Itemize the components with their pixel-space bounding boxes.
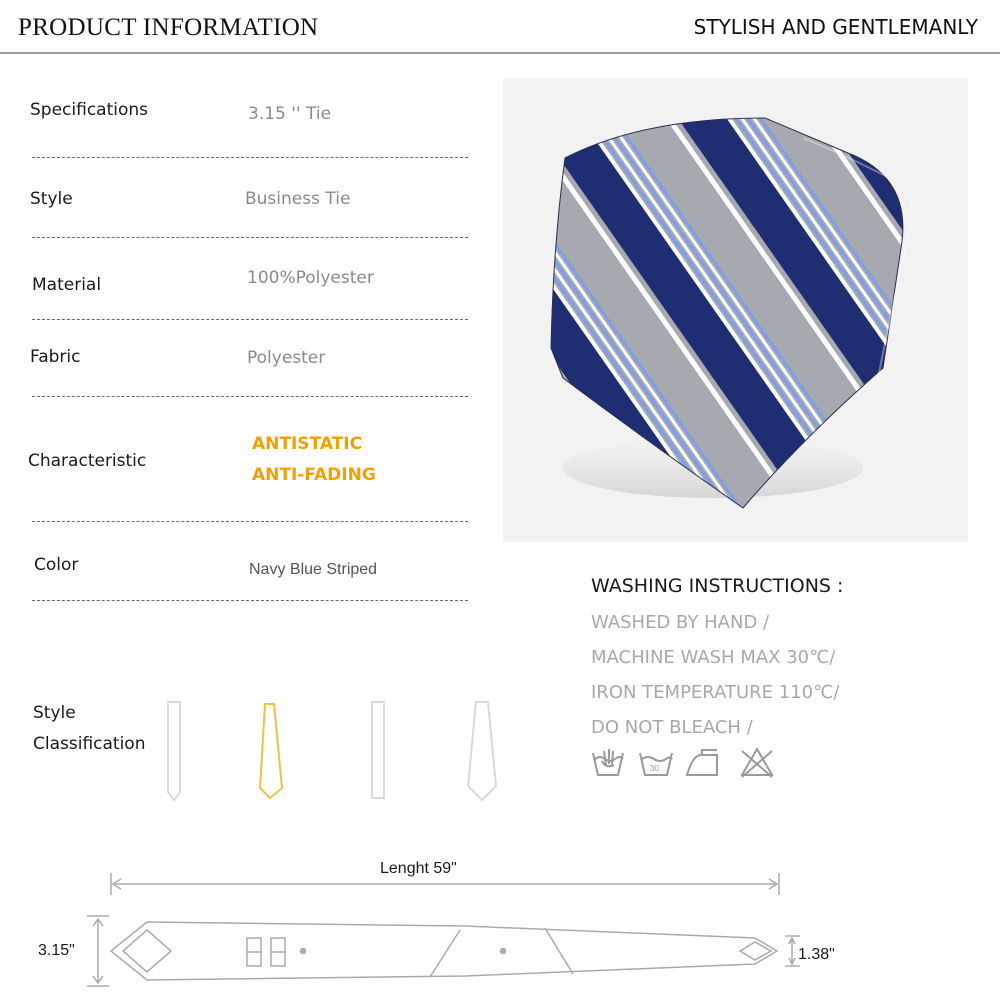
tie-outline-icon (85, 870, 805, 995)
spec-value-material: 100%Polyester (247, 268, 374, 288)
wide-tie-icon (468, 702, 496, 800)
row-divider (32, 521, 468, 522)
characteristic-antistatic: ANTISTATIC (252, 434, 363, 454)
spec-label-fabric: Fabric (30, 347, 81, 367)
spec-label-color: Color (34, 555, 79, 575)
spec-value-color: Navy Blue Striped (249, 561, 378, 578)
row-divider (32, 157, 468, 158)
tie-dimension-diagram (85, 870, 805, 1000)
narrow-tie-icon (260, 704, 282, 798)
wide-end-label: 3.15" (38, 942, 75, 959)
do-not-bleach-icon (742, 749, 772, 777)
spec-value-style: Business Tie (245, 189, 351, 209)
striped-tie-illustration (503, 78, 968, 542)
style-classification-line: Style (33, 703, 76, 723)
spec-label-material: Material (32, 275, 102, 295)
narrow-end-label: 1.38" (798, 946, 835, 963)
spec-label-characteristic: Characteristic (28, 451, 147, 471)
machine-wash-30-icon (640, 753, 672, 775)
care-icons (590, 743, 780, 788)
spec-value-characteristic (252, 429, 376, 491)
iron-icon (687, 750, 717, 775)
spec-value-specifications: 3.15 '' Tie (248, 104, 332, 124)
header-divider (0, 52, 1000, 54)
hand-wash-icon (593, 749, 623, 775)
skinny-tie-icon (168, 702, 180, 800)
style-classification-line: Classification (33, 734, 146, 754)
washing-line-machine: MACHINE WASH MAX 30℃/ (591, 647, 836, 668)
spec-value-fabric: Polyester (247, 348, 326, 368)
tie-style-options (160, 696, 520, 811)
length-label: Lenght 59" (380, 860, 457, 877)
style-classification-label (33, 698, 145, 760)
page-title: PRODUCT INFORMATION (18, 14, 319, 41)
washing-line-iron: IRON TEMPERATURE 110℃/ (591, 682, 840, 703)
washing-instructions-title: WASHING INSTRUCTIONS : (591, 575, 844, 597)
washing-line-bleach: DO NOT BLEACH / (591, 717, 753, 738)
characteristic-anti-fading: ANTI-FADING (252, 465, 376, 485)
row-divider (32, 319, 468, 320)
tagline: STYLISH AND GENTLEMANLY (693, 15, 978, 39)
svg-text:30: 30 (650, 764, 659, 773)
spec-label-style: Style (30, 189, 73, 209)
row-divider (32, 600, 468, 601)
row-divider (32, 396, 468, 397)
slim-tie-icon (372, 702, 384, 798)
product-photo (503, 78, 968, 542)
row-divider (32, 237, 468, 238)
washing-line-hand: WASHED BY HAND / (591, 612, 770, 633)
spec-label-specifications: Specifications (30, 100, 149, 120)
